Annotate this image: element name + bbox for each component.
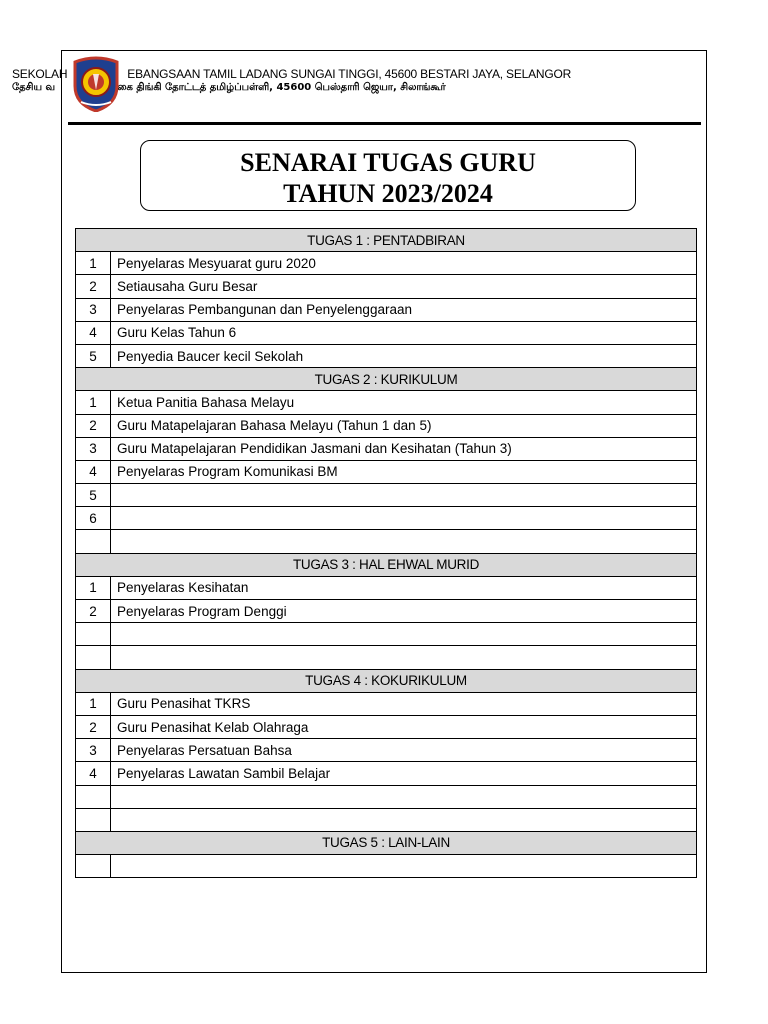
row-number: 5 — [76, 484, 111, 507]
table-row — [76, 808, 697, 831]
school-name-tamil-rest: கை திங்கி தோட்டத் தமிழ்ப்பள்ளி, 45600 பெஸ்தாரி ஜெயா, சிலாங்கூர் — [117, 82, 446, 93]
table-row — [76, 252, 697, 275]
section-header-row — [76, 831, 697, 854]
duty-description — [111, 530, 697, 553]
table-row — [76, 739, 697, 762]
duties-table-body — [76, 229, 697, 878]
row-number: 1 — [76, 576, 111, 599]
duty-description: Penyelaras Program Denggi — [111, 600, 697, 623]
duty-description — [111, 855, 697, 878]
duty-description: Guru Penasihat TKRS — [111, 692, 697, 715]
section-heading: TUGAS 1 : PENTADBIRAN — [76, 229, 697, 252]
row-number: 3 — [76, 739, 111, 762]
table-row — [76, 692, 697, 715]
row-number: 2 — [76, 275, 111, 298]
section-heading: TUGAS 5 : LAIN-LAIN — [76, 831, 697, 854]
row-number: 1 — [76, 692, 111, 715]
table-row — [76, 600, 697, 623]
table-row — [76, 715, 697, 738]
table-row — [76, 321, 697, 344]
school-name-tamil-start: தேசிய வ — [12, 82, 56, 93]
table-row — [76, 646, 697, 669]
row-number: 3 — [76, 437, 111, 460]
duty-description: Penyelaras Program Komunikasi BM — [111, 460, 697, 483]
section-header-row — [76, 229, 697, 252]
section-heading: TUGAS 2 : KURIKULUM — [76, 368, 697, 391]
duty-description — [111, 646, 697, 669]
section-header-row — [76, 669, 697, 692]
section-header-row — [76, 368, 697, 391]
duty-description: Penyelaras Kesihatan — [111, 576, 697, 599]
table-row — [76, 530, 697, 553]
table-row — [76, 623, 697, 646]
duty-description: Penyelaras Pembangunan dan Penyelenggaraan — [111, 298, 697, 321]
duty-description — [111, 623, 697, 646]
duty-description — [111, 808, 697, 831]
table-row — [76, 785, 697, 808]
duty-description: Ketua Panitia Bahasa Melayu — [111, 391, 697, 414]
section-heading: TUGAS 4 : KOKURIKULUM — [76, 669, 697, 692]
duty-description: Penyedia Baucer kecil Sekolah — [111, 344, 697, 367]
row-number — [76, 623, 111, 646]
row-number — [76, 530, 111, 553]
duty-description — [111, 785, 697, 808]
duty-description: Guru Matapelajaran Bahasa Melayu (Tahun 1 dan 5) — [111, 414, 697, 437]
table-row — [76, 298, 697, 321]
duty-description: Penyelaras Mesyuarat guru 2020 — [111, 252, 697, 275]
row-number: 1 — [76, 252, 111, 275]
table-row — [76, 344, 697, 367]
school-crest-logo — [71, 56, 121, 112]
row-number — [76, 855, 111, 878]
row-number — [76, 808, 111, 831]
table-row — [76, 460, 697, 483]
row-number — [76, 785, 111, 808]
school-name-malay-start: SEKOLAH — [12, 67, 68, 81]
table-row — [76, 414, 697, 437]
row-number: 2 — [76, 600, 111, 623]
duty-description: Penyelaras Lawatan Sambil Belajar — [111, 762, 697, 785]
row-number: 4 — [76, 460, 111, 483]
page-title: SENARAI TUGAS GURU — [240, 148, 536, 177]
duties-table — [75, 228, 697, 878]
row-number: 3 — [76, 298, 111, 321]
row-number: 2 — [76, 414, 111, 437]
title-box — [140, 140, 636, 211]
row-number: 5 — [76, 344, 111, 367]
table-row — [76, 507, 697, 530]
section-header-row — [76, 553, 697, 576]
section-heading: TUGAS 3 : HAL EHWAL MURID — [76, 553, 697, 576]
duty-description — [111, 484, 697, 507]
row-number: 6 — [76, 507, 111, 530]
page-subtitle: TAHUN 2023/2024 — [283, 179, 493, 208]
duty-description: Guru Kelas Tahun 6 — [111, 321, 697, 344]
table-row — [76, 391, 697, 414]
row-number — [76, 646, 111, 669]
duty-description: Guru Penasihat Kelab Olahraga — [111, 715, 697, 738]
table-row — [76, 855, 697, 878]
table-row — [76, 762, 697, 785]
row-number: 2 — [76, 715, 111, 738]
table-row — [76, 275, 697, 298]
school-name-malay-rest: EBANGSAAN TAMIL LADANG SUNGAI TINGGI, 45600 BESTARI JAYA, SELANGOR — [127, 67, 572, 81]
table-row — [76, 576, 697, 599]
duty-description: Guru Matapelajaran Pendidikan Jasmani dan Kesihatan (Tahun 3) — [111, 437, 697, 460]
table-row — [76, 437, 697, 460]
row-number: 4 — [76, 321, 111, 344]
duty-description — [111, 507, 697, 530]
duty-description: Setiausaha Guru Besar — [111, 275, 697, 298]
row-number: 4 — [76, 762, 111, 785]
header-divider — [68, 122, 701, 125]
table-row — [76, 484, 697, 507]
row-number: 1 — [76, 391, 111, 414]
duty-description: Penyelaras Persatuan Bahsa — [111, 739, 697, 762]
